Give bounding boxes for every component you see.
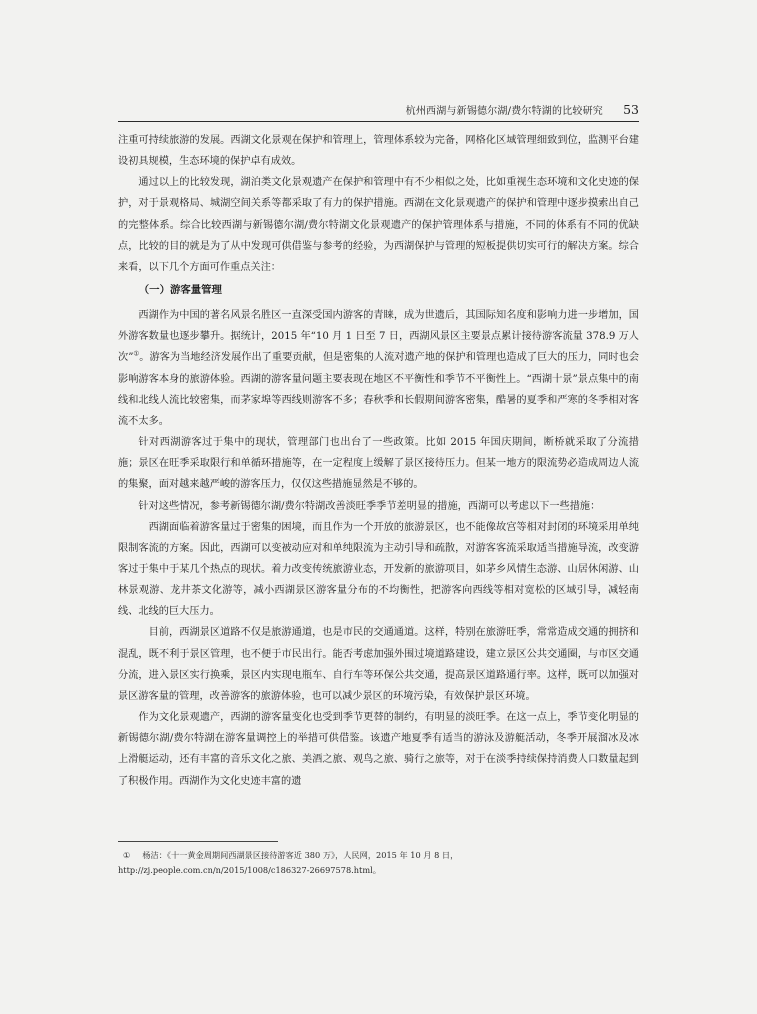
footnote-rule (118, 841, 278, 842)
paragraph: 目前，西湖景区道路不仅是旅游通道，也是市民的交通通道。这样，特别在旅游旺季，常常造成交通的拥挤和混乱，既不利于景区管理，也不便于市民出行。能否考虑加强外围过境道路建设，建立景区公共交通圈，与市区交通分流，进入景区实行换乘，景区内实现电瓶车、自行车等环保公共交通，提高景区道路通行率。这样，既可以加强对景区游客量的管理，改善游客的旅游体验，也可以减少景区的环境污染，有效保护景区环境。 (118, 627, 639, 702)
running-header (118, 104, 639, 120)
paragraph: 注重可持续旅游的发展。西湖文化景观在保护和管理上，管理体系较为完备，网格化区域管理细致到位，监测平台建设初具规模，生态环境的保护卓有成效。 (118, 135, 639, 168)
page-number: 53 (623, 102, 639, 117)
paragraph: 西湖面临着游客量过于密集的困境，而且作为一个开放的旅游景区，也不能像故宫等相对封闭的环境采用单纯限制客流的方案。因此，西湖可以变被动应对和单纯限流为主动引导和疏散，对游客客流采取适当措施导流，改变游客过于集中于某几个热点的现状。着力改变传统旅游业态，开发新的旅游项目，如茅乡风情生态游、山居休闲游、山林景观游、龙井茶文化游等，减小西湖景区游客量分布的不均衡性，把游客向西线等相对宽松的区域引导，减轻南线、北线的巨大压力。 (118, 521, 639, 618)
paragraph: 针对西湖游客过于集中的现状，管理部门也出台了一些政策。比如 2015 年国庆期间，断桥就采取了分流措施；景区在旺季采取限行和单循环措施等，在一定程度上缓解了景区接待压力。但某一地方的限流势必造成周边人流的集聚，面对越来越严峻的游客压力，仅仅这些措施显然是不够的。 (118, 437, 639, 491)
paragraph (118, 305, 639, 432)
footnote (118, 848, 639, 878)
paragraph-text: 。游客为当地经济发展作出了重要贡献，但是密集的人流对遗产地的保护和管理也造成了巨大的压力，同时也会影响游客本身的旅游体验。西湖的游客量问题主要表现在地区不平衡性和季节不平衡性上。“西湖十景”景点集中的南线和北线人流比较密集，而茅家埠等西线则游客不多；春秋季和长假期间游客密集，酷暑的夏季和严寒的冬季相对客流不太多。 (118, 352, 640, 427)
paragraph: 作为文化景观遗产，西湖的游客量变化也受到季节更替的制约，有明显的淡旺季。在这一点上，季节变化明显的新锡德尔湖/费尔特湖在游客量调控上的举措可供借鉴。该遗产地夏季有适当的游泳及游艇活动，冬季开展溜冰及冰上滑艇运动，还有丰富的音乐文化之旅、美酒之旅、观鸟之旅、骑行之旅等，对于在淡季持续保持消费人口数量起到了积极作用。西湖作为文化史迹丰富的遗 (118, 712, 639, 787)
running-title: 杭州西湖与新锡德尔湖/费尔特湖的比较研究 (405, 106, 603, 117)
main-text (118, 130, 639, 792)
paragraph: 针对这些情况，参考新锡德尔湖/费尔特湖改善淡旺季季节差明显的措施，西湖可以考虑以下一些措施： (138, 500, 601, 512)
section-heading: （一）游客量管理 (138, 284, 222, 297)
header-rule (118, 121, 639, 122)
paragraph: 通过以上的比较发现，湖泊类文化景观遗产在保护和管理中有不少相似之处，比如重视生态环境和文化史迹的保护，对于景观格局、城湖空间关系等都采取了有力的保护措施。西湖在文化景观遗产的保护和管理中逐步摸索出自己的完整体系。综合比较西湖与新锡德尔湖/费尔特湖文化景观遗产的保护管理体系与措施，不同的体系有不同的优缺点，比较的目的就是为了从中发现可供借鉴与参考的经验，为西湖保护与管理的短板提供切实可行的解决方案。综合来看，以下几个方面可作重点关注： (118, 177, 639, 273)
paragraph-text: 西湖作为中国的著名风景名胜区一直深受国内游客的青睐，成为世遗后，其国际知名度和影响力进一步增加，国外游客数量也逐步攀升。据统计，2015 年“10 月 1 日至 7 日，西湖风景区主要景点累计接待游客流量 378.9 万人次” (118, 310, 639, 364)
footnote-mark: ① (123, 850, 131, 860)
footnote-text: 杨洁：《十一黄金周期间西湖景区接待游客近 380 万》，人民网，2015 年 10 月 8 日，http://zj.people.com.cn/n/2015/1008/c186327-26697578.html。 (118, 850, 459, 875)
footnote-reference[interactable]: ① (133, 350, 140, 359)
